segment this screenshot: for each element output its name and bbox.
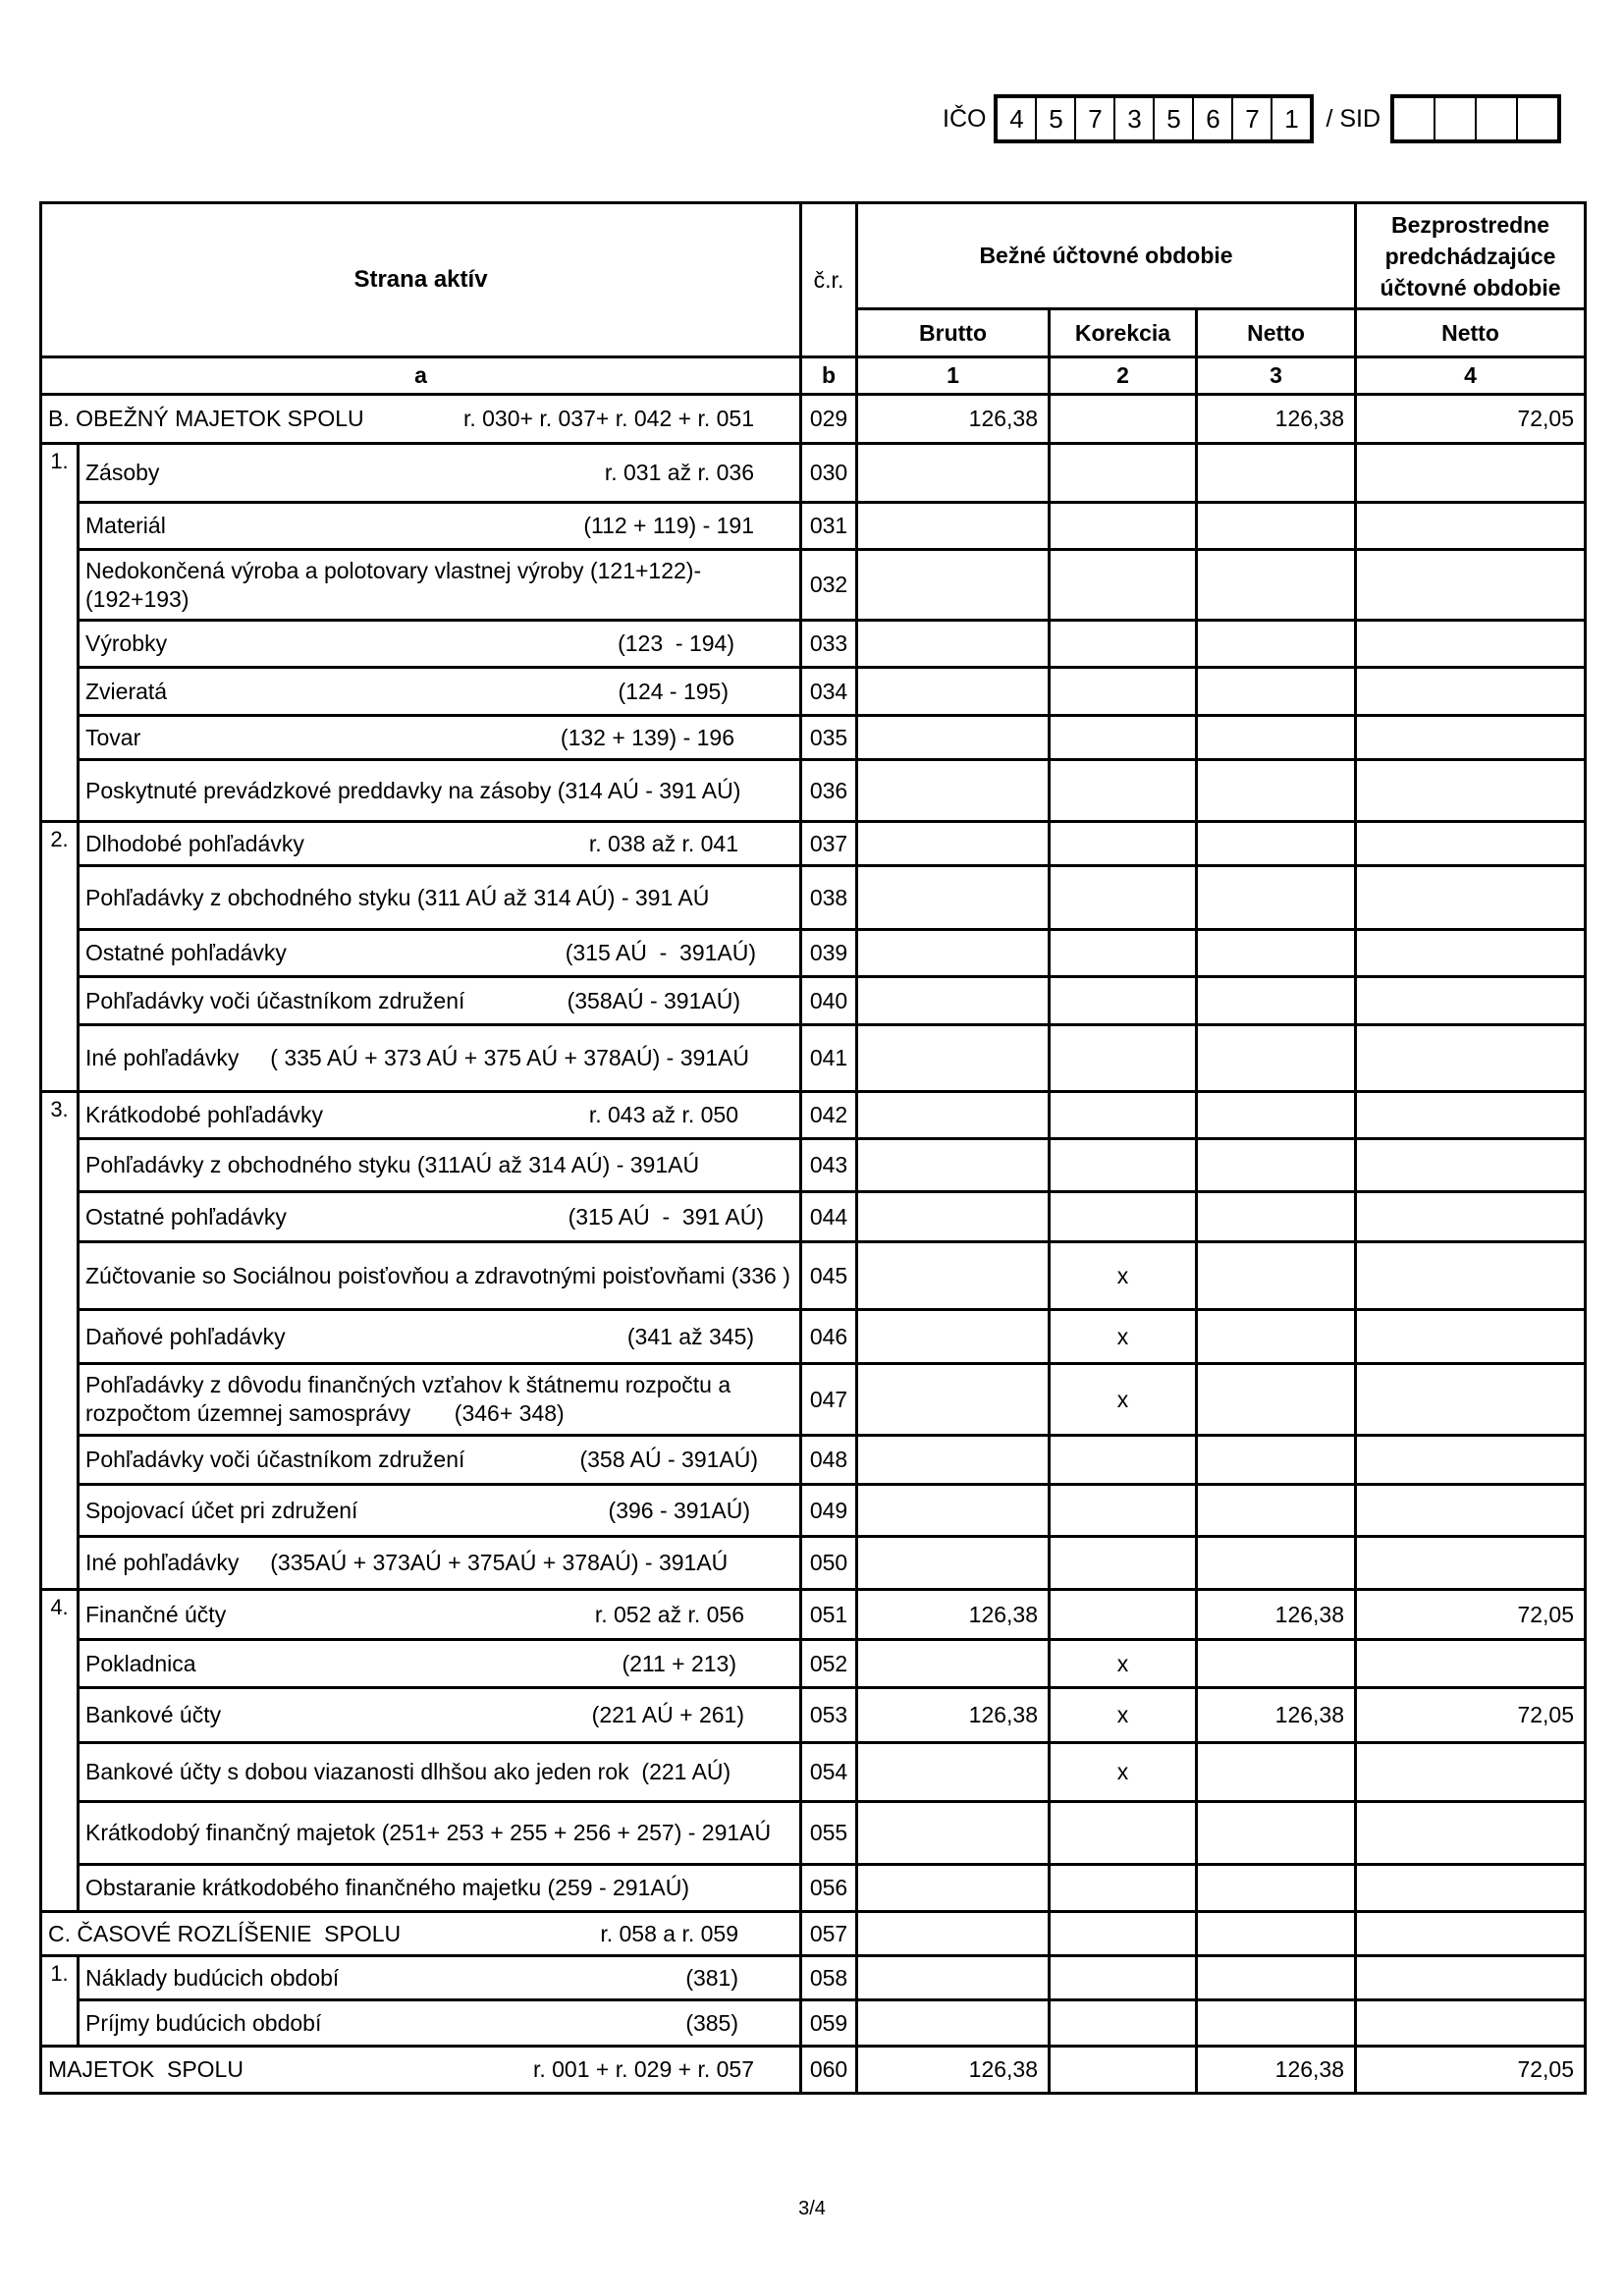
cell-brutto[interactable] [857, 621, 1050, 668]
cell-korekcia[interactable] [1050, 1912, 1197, 1956]
row-label: B. OBEŽNÝ MAJETOK SPOLU [48, 406, 364, 431]
col-index-3: 3 [1197, 357, 1356, 395]
row-formula: (358 AÚ - 391AÚ) [579, 1447, 759, 1472]
table-row [41, 1485, 1586, 1537]
header-korekcia: Korekcia [1050, 309, 1197, 357]
cell-brutto[interactable] [857, 1139, 1050, 1192]
cell-korekcia[interactable] [1050, 395, 1197, 444]
cell-brutto[interactable]: 126,38 [857, 2047, 1050, 2094]
header-side: Strana aktív [41, 203, 801, 357]
row-label: Materiál [85, 513, 166, 538]
section-index: 1. [41, 444, 79, 822]
row-label: Zúčtovanie so Sociálnou poisťovňou a zdravotnými poisťovňami (336 ) [85, 1262, 790, 1288]
ico-label: IČO [943, 104, 987, 133]
table-row [41, 1192, 1586, 1242]
cell-korekcia[interactable] [1050, 550, 1197, 621]
row-code: 029 [801, 395, 857, 444]
table-row [41, 1640, 1586, 1688]
cell-brutto[interactable] [857, 503, 1050, 550]
row-code: 060 [801, 2047, 857, 2094]
cell-netto-prev[interactable] [1356, 930, 1586, 977]
cell-korekcia[interactable] [1050, 977, 1197, 1025]
row-label: Zvieratá [85, 678, 168, 704]
header-brutto: Brutto [857, 309, 1050, 357]
row-code: 054 [801, 1743, 857, 1802]
ico-digit[interactable]: 1 [1284, 103, 1299, 134]
cell-netto[interactable] [1197, 977, 1356, 1025]
table-row [41, 716, 1586, 760]
row-code: 035 [801, 716, 857, 760]
cell-brutto[interactable] [857, 1802, 1050, 1865]
cell-netto[interactable] [1197, 1956, 1356, 2000]
cell-netto[interactable] [1197, 1436, 1356, 1485]
cell-korekcia[interactable] [1050, 503, 1197, 550]
cell-korekcia[interactable] [1050, 1092, 1197, 1139]
col-index-2: 2 [1050, 357, 1197, 395]
row-code: 049 [801, 1485, 857, 1537]
cell-netto-prev[interactable] [1356, 1092, 1586, 1139]
cell-brutto[interactable] [857, 1956, 1050, 2000]
cell-netto-prev[interactable]: 72,05 [1356, 1590, 1586, 1640]
table-row [41, 1802, 1586, 1865]
cell-netto-prev[interactable] [1356, 760, 1586, 822]
cell-netto[interactable]: 126,38 [1197, 1688, 1356, 1743]
cell-brutto[interactable] [857, 1912, 1050, 1956]
row-code: 031 [801, 503, 857, 550]
row-code: 059 [801, 2000, 857, 2047]
cell-netto[interactable] [1197, 550, 1356, 621]
cell-korekcia[interactable]: x [1050, 1640, 1197, 1688]
row-formula: (341 až 345) [626, 1323, 755, 1349]
cell-korekcia[interactable] [1050, 1590, 1197, 1640]
row-formula: r. 001 + r. 029 + r. 057 [532, 2056, 755, 2082]
cell-netto-prev[interactable] [1356, 1364, 1586, 1436]
row-code: 048 [801, 1436, 857, 1485]
cell-korekcia[interactable] [1050, 2047, 1197, 2094]
col-index-4: 4 [1356, 357, 1586, 395]
table-row [41, 550, 1586, 621]
page-number: 3/4 [798, 2198, 826, 2219]
cell-brutto[interactable] [857, 1092, 1050, 1139]
cell-netto[interactable] [1197, 760, 1356, 822]
table-row [41, 1310, 1586, 1364]
cell-netto-prev[interactable] [1356, 866, 1586, 930]
col-index-1: 1 [857, 357, 1050, 395]
row-formula: (124 - 195) [618, 678, 730, 704]
row-label: Výrobky [85, 630, 168, 656]
cell-netto-prev[interactable]: 72,05 [1356, 1688, 1586, 1743]
table-row [41, 1956, 1586, 2000]
row-label: Daňové pohľadávky [85, 1323, 286, 1349]
cell-brutto[interactable] [857, 444, 1050, 503]
cell-brutto[interactable] [857, 866, 1050, 930]
row-label: Pohľadávky voči účastníkom združení [85, 987, 465, 1013]
table-row [41, 1436, 1586, 1485]
row-code: 042 [801, 1092, 857, 1139]
cell-korekcia[interactable] [1050, 1139, 1197, 1192]
row-formula: (123 - 194) [618, 630, 735, 656]
cell-netto[interactable] [1197, 822, 1356, 866]
sid-digit[interactable] [1394, 98, 1435, 139]
balance-sheet-assets-table [39, 201, 1587, 2095]
row-formula: (211 + 213) [622, 1650, 737, 1676]
row-label: Ostatné pohľadávky [85, 1203, 287, 1230]
row-code: 052 [801, 1640, 857, 1688]
cell-netto[interactable] [1197, 1537, 1356, 1590]
cell-brutto[interactable] [857, 1640, 1050, 1688]
row-label: Nedokončená výroba a polotovary vlastnej výroby (121+122)-(192+193) [85, 557, 702, 612]
cell-korekcia[interactable] [1050, 621, 1197, 668]
cell-netto-prev[interactable] [1356, 1912, 1586, 1956]
cell-netto[interactable] [1197, 866, 1356, 930]
sid-digit[interactable] [1518, 98, 1557, 139]
row-code: 047 [801, 1364, 857, 1436]
row-code: 045 [801, 1242, 857, 1310]
table-row [41, 1025, 1586, 1092]
row-label: Krátkodobé pohľadávky [85, 1102, 323, 1127]
cell-netto[interactable] [1197, 1640, 1356, 1688]
cell-korekcia[interactable]: x [1050, 1688, 1197, 1743]
cell-netto[interactable] [1197, 1139, 1356, 1192]
cell-brutto[interactable] [857, 1743, 1050, 1802]
table-row [41, 1537, 1586, 1590]
cell-korekcia[interactable] [1050, 668, 1197, 716]
cell-brutto[interactable] [857, 1310, 1050, 1364]
cell-brutto[interactable] [857, 1364, 1050, 1436]
cell-netto[interactable] [1197, 2000, 1356, 2047]
row-label: Príjmy budúcich období [85, 2009, 322, 2036]
row-code: 033 [801, 621, 857, 668]
row-code: 037 [801, 822, 857, 866]
cell-korekcia[interactable] [1050, 716, 1197, 760]
table-row [41, 977, 1586, 1025]
cell-netto-prev[interactable] [1356, 1139, 1586, 1192]
table-row [41, 503, 1586, 550]
row-formula: (358AÚ - 391AÚ) [567, 987, 741, 1013]
cell-netto[interactable] [1197, 1242, 1356, 1310]
cell-netto-prev[interactable] [1356, 1192, 1586, 1242]
table-row [41, 1912, 1586, 1956]
table-row [41, 930, 1586, 977]
table-row [41, 760, 1586, 822]
row-formula: r. 030+ r. 037+ r. 042 + r. 051 [462, 406, 755, 431]
cell-netto[interactable] [1197, 503, 1356, 550]
row-code: 040 [801, 977, 857, 1025]
cell-korekcia[interactable] [1050, 760, 1197, 822]
table-row [41, 866, 1586, 930]
cell-korekcia[interactable] [1050, 1485, 1197, 1537]
cell-korekcia[interactable] [1050, 930, 1197, 977]
cell-netto[interactable] [1197, 1802, 1356, 1865]
table-row [41, 1242, 1586, 1310]
cell-brutto[interactable]: 126,38 [857, 1688, 1050, 1743]
row-formula: r. 052 až r. 056 [594, 1601, 745, 1627]
cell-korekcia[interactable] [1050, 822, 1197, 866]
ico-digit[interactable]: 3 [1115, 98, 1155, 139]
cell-netto[interactable] [1197, 1192, 1356, 1242]
cell-korekcia[interactable] [1050, 1192, 1197, 1242]
cell-netto-prev[interactable] [1356, 668, 1586, 716]
table-row [41, 444, 1586, 503]
row-formula: r. 058 a r. 059 [600, 1920, 739, 1946]
cell-netto[interactable]: 126,38 [1197, 395, 1356, 444]
cell-netto-prev[interactable] [1356, 716, 1586, 760]
row-code: 056 [801, 1865, 857, 1912]
cell-korekcia[interactable]: x [1050, 1364, 1197, 1436]
table-row [41, 1092, 1586, 1139]
cell-netto[interactable] [1197, 621, 1356, 668]
row-label: Bankové účty [85, 1702, 222, 1727]
section-index: 1. [41, 1956, 79, 2047]
row-label: C. ČASOVÉ ROZLÍŠENIE SPOLU [48, 1920, 402, 1946]
cell-netto-prev[interactable] [1356, 1802, 1586, 1865]
ico-digit[interactable]: 4 [998, 98, 1037, 139]
cell-netto-prev[interactable] [1356, 1865, 1586, 1912]
row-formula: r. 043 až r. 050 [588, 1102, 739, 1127]
ico-boxes [994, 94, 1314, 143]
cell-korekcia[interactable] [1050, 1802, 1197, 1865]
row-formula: (221 AÚ + 261) [591, 1702, 745, 1727]
cell-brutto[interactable] [857, 930, 1050, 977]
row-label: Iné pohľadávky ( 335 AÚ + 373 AÚ + 375 AÚ + 378AÚ) - 391AÚ [85, 1045, 750, 1070]
header-current-period: Bežné účtovné obdobie [857, 203, 1356, 309]
cell-brutto[interactable] [857, 2000, 1050, 2047]
cell-netto-prev[interactable] [1356, 1956, 1586, 2000]
cell-netto-prev[interactable] [1356, 1743, 1586, 1802]
cell-netto-prev[interactable] [1356, 977, 1586, 1025]
cell-netto-prev[interactable] [1356, 1310, 1586, 1364]
sid-digit[interactable] [1477, 98, 1518, 139]
cell-netto[interactable] [1197, 716, 1356, 760]
table-row [41, 1590, 1586, 1640]
table-row [41, 1743, 1586, 1802]
cell-netto[interactable] [1197, 1025, 1356, 1092]
cell-korekcia[interactable] [1050, 1436, 1197, 1485]
row-code: 041 [801, 1025, 857, 1092]
row-formula: (396 - 391AÚ) [608, 1497, 751, 1523]
cell-brutto[interactable] [857, 550, 1050, 621]
ico-digit[interactable]: 7 [1076, 98, 1115, 139]
cell-netto[interactable] [1197, 1865, 1356, 1912]
table-row [41, 621, 1586, 668]
row-label: Obstaranie krátkodobého finančného majetku (259 - 291AÚ) [85, 1875, 689, 1900]
cell-korekcia[interactable]: x [1050, 1743, 1197, 1802]
row-label: Pokladnica [85, 1650, 196, 1676]
table-row [41, 395, 1586, 444]
cell-korekcia[interactable] [1050, 1537, 1197, 1590]
row-label: Pohľadávky z obchodného styku (311AÚ až 314 AÚ) - 391AÚ [85, 1152, 700, 1177]
cell-netto[interactable] [1197, 1310, 1356, 1364]
cell-korekcia[interactable] [1050, 1865, 1197, 1912]
col-index-b: b [801, 357, 857, 395]
cell-brutto[interactable] [857, 977, 1050, 1025]
row-label: Spojovací účet pri združení [85, 1497, 358, 1523]
cell-brutto[interactable] [857, 1485, 1050, 1537]
cell-netto-prev[interactable] [1356, 822, 1586, 866]
section-index: 4. [41, 1590, 79, 1912]
ico-digit[interactable]: 7 [1233, 98, 1272, 139]
row-code: 058 [801, 1956, 857, 2000]
row-label: Iné pohľadávky (335AÚ + 373AÚ + 375AÚ + 378AÚ) - 391AÚ [85, 1550, 729, 1575]
row-label: Tovar [85, 724, 141, 750]
row-formula: r. 038 až r. 041 [588, 830, 739, 856]
cell-brutto[interactable] [857, 1865, 1050, 1912]
cell-netto[interactable] [1197, 1092, 1356, 1139]
cell-brutto[interactable] [857, 760, 1050, 822]
cell-korekcia[interactable]: x [1050, 1310, 1197, 1364]
row-code: 034 [801, 668, 857, 716]
cell-netto[interactable] [1197, 1743, 1356, 1802]
cell-netto-prev[interactable] [1356, 550, 1586, 621]
sid-label: / SID [1326, 104, 1381, 133]
cell-netto[interactable]: 126,38 [1197, 2047, 1356, 2094]
row-formula: (132 + 139) - 196 [560, 724, 735, 750]
row-label: Pohľadávky z dôvodu finančných vzťahov k štátnemu rozpočtu a rozpočtom územnej samosprávy (346+ 348) [85, 1372, 737, 1426]
cell-netto-prev[interactable] [1356, 1640, 1586, 1688]
cell-netto[interactable] [1197, 1485, 1356, 1537]
table-row [41, 1865, 1586, 1912]
cell-netto[interactable] [1197, 1912, 1356, 1956]
cell-korekcia[interactable]: x [1050, 1242, 1197, 1310]
col-index-a: a [41, 357, 801, 395]
cell-netto-prev[interactable] [1356, 1242, 1586, 1310]
row-code: 057 [801, 1912, 857, 1956]
row-formula: (385) [685, 2009, 739, 2036]
cell-korekcia[interactable] [1050, 1025, 1197, 1092]
cell-netto-prev[interactable] [1356, 1537, 1586, 1590]
cell-netto[interactable] [1197, 668, 1356, 716]
cell-netto[interactable] [1197, 444, 1356, 503]
table-row [41, 2047, 1586, 2094]
row-label: Dlhodobé pohľadávky [85, 830, 304, 856]
cell-korekcia[interactable] [1050, 1956, 1197, 2000]
cell-netto-prev[interactable] [1356, 1025, 1586, 1092]
cell-korekcia[interactable] [1050, 866, 1197, 930]
header-netto: Netto [1197, 309, 1356, 357]
row-formula: (315 AÚ - 391AÚ) [565, 940, 757, 965]
row-code: 046 [801, 1310, 857, 1364]
table-row [41, 1688, 1586, 1743]
cell-brutto[interactable] [857, 1025, 1050, 1092]
header-netto-prev: Netto [1356, 309, 1586, 357]
row-label: Poskytnuté prevádzkové preddavky na zásoby (314 AÚ - 391 AÚ) [85, 777, 741, 803]
row-formula: (381) [685, 1964, 739, 1991]
table-row [41, 1364, 1586, 1436]
row-code: 050 [801, 1537, 857, 1590]
row-code: 055 [801, 1802, 857, 1865]
row-label: Ostatné pohľadávky [85, 940, 287, 965]
header-row-no: č.r. [801, 203, 857, 357]
row-code: 036 [801, 760, 857, 822]
cell-brutto[interactable] [857, 668, 1050, 716]
row-code: 030 [801, 444, 857, 503]
cell-brutto[interactable] [857, 1192, 1050, 1242]
cell-netto-prev[interactable] [1356, 621, 1586, 668]
cell-brutto[interactable]: 126,38 [857, 395, 1050, 444]
row-label: Zásoby [85, 460, 160, 485]
ico-sid-header [943, 94, 1561, 143]
ico-digit[interactable]: 5 [1037, 98, 1076, 139]
row-label: Bankové účty s dobou viazanosti dlhšou ako jeden rok (221 AÚ) [85, 1759, 731, 1784]
cell-netto-prev[interactable] [1356, 1436, 1586, 1485]
cell-korekcia[interactable] [1050, 2000, 1197, 2047]
row-code: 051 [801, 1590, 857, 1640]
row-code: 053 [801, 1688, 857, 1743]
cell-brutto[interactable] [857, 822, 1050, 866]
table-row [41, 822, 1586, 866]
row-label: Pohľadávky z obchodného styku (311 AÚ až 314 AÚ) - 391 AÚ [85, 884, 710, 910]
row-code: 032 [801, 550, 857, 621]
ico-digit[interactable]: 6 [1194, 98, 1233, 139]
cell-netto-prev[interactable] [1356, 2000, 1586, 2047]
cell-netto[interactable] [1197, 930, 1356, 977]
ico-digit[interactable]: 5 [1155, 98, 1194, 139]
row-formula: (315 AÚ - 391 AÚ) [568, 1203, 765, 1230]
sid-boxes [1390, 94, 1561, 143]
row-label: Finančné účty [85, 1601, 227, 1627]
row-label: Náklady budúcich období [85, 1964, 340, 1991]
cell-brutto[interactable] [857, 1537, 1050, 1590]
cell-netto[interactable] [1197, 1364, 1356, 1436]
cell-netto-prev[interactable]: 72,05 [1356, 395, 1586, 444]
cell-brutto[interactable] [857, 1242, 1050, 1310]
row-code: 039 [801, 930, 857, 977]
row-code: 038 [801, 866, 857, 930]
cell-netto-prev[interactable] [1356, 1485, 1586, 1537]
cell-netto-prev[interactable] [1356, 503, 1586, 550]
cell-netto-prev[interactable]: 72,05 [1356, 2047, 1586, 2094]
row-formula: (112 + 119) - 191 [583, 513, 755, 538]
row-code: 043 [801, 1139, 857, 1192]
cell-brutto[interactable]: 126,38 [857, 1590, 1050, 1640]
table-row [41, 668, 1586, 716]
row-label: Pohľadávky voči účastníkom združení [85, 1447, 465, 1472]
cell-netto-prev[interactable] [1356, 444, 1586, 503]
cell-brutto[interactable] [857, 1436, 1050, 1485]
cell-brutto[interactable] [857, 716, 1050, 760]
row-code: 044 [801, 1192, 857, 1242]
table-row [41, 1139, 1586, 1192]
row-formula: r. 031 až r. 036 [604, 460, 755, 485]
cell-netto[interactable]: 126,38 [1197, 1590, 1356, 1640]
cell-korekcia[interactable] [1050, 444, 1197, 503]
row-label: MAJETOK SPOLU [48, 2056, 244, 2082]
table-row [41, 2000, 1586, 2047]
header-previous-period: Bezprostredne predchádzajúce účtovné obdobie [1356, 203, 1586, 309]
row-label: Krátkodobý finančný majetok (251+ 253 + 255 + 256 + 257) - 291AÚ [85, 1820, 772, 1845]
section-index: 2. [41, 822, 79, 1092]
sid-digit[interactable] [1435, 98, 1477, 139]
section-index: 3. [41, 1092, 79, 1590]
